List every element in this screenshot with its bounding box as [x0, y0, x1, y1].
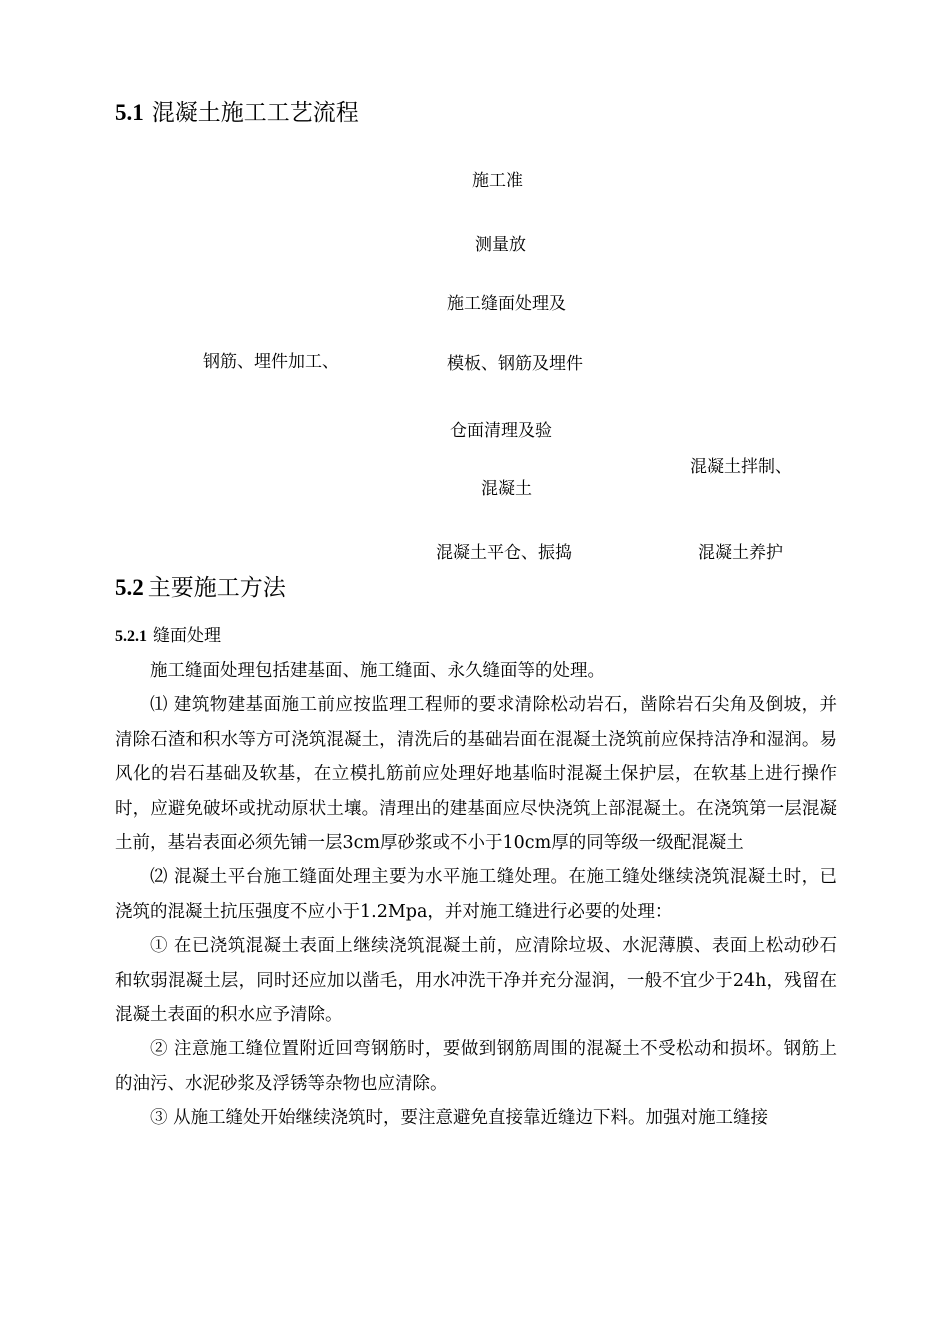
- paragraph: ② 注意施工缝位置附近回弯钢筋时，要做到钢筋周围的混凝土不受松动和损坏。钢筋上的油污、水泥砂浆及浮锈等杂物也应清除。: [115, 1039, 837, 1094]
- flow-step-joint-treatment: 施工缝面处理及: [447, 294, 566, 314]
- flow-step-preparation: 施工准: [472, 171, 523, 191]
- flow-side-mixing: 混凝土拌制、: [690, 457, 792, 477]
- flow-step-formwork: 模板、钢筋及埋件: [447, 354, 583, 374]
- paragraph: ⑴ 建筑物建基面施工前应按监理工程师的要求清除松动岩石，凿除岩石尖角及倒坡，并清除石渣和积水等方可浇筑混凝土，清洗后的基础岩面在混凝土浇筑前应保持洁净和湿润。易风化的岩石基础及软基，在立模扎筋前应处理好地基临时混凝土保护层，在软基上进行操作时，应避免破坏或扰动原状土壤。清理出的建基面应尽快浇筑上部混凝土。在浇筑第一层混凝土前，基岩表面必须先铺一层3cm厚砂浆或不小于10cm厚的同等级一级配混凝土: [115, 695, 837, 854]
- section-title: 缝面处理: [153, 626, 221, 646]
- flow-step-inspection: 仓面清理及验: [450, 421, 552, 441]
- flow-step-survey: 测量放: [475, 235, 526, 255]
- paragraph: ③ 从施工缝处开始继续浇筑时，要注意避免直接靠近缝边下料。加强对施工缝接: [150, 1108, 769, 1129]
- body-text: [115, 654, 837, 1135]
- paragraph: ⑵ 混凝土平台施工缝面处理主要为水平施工缝处理。在施工缝处继续浇筑混凝土时，已浇筑的混凝土抗压强度不应小于1.2Mpa，并对施工缝进行必要的处理：: [115, 867, 837, 922]
- section-number: 5.2.1: [115, 628, 147, 645]
- section-number: 5.1: [115, 100, 144, 125]
- section-title: 混凝土施工工艺流程: [151, 100, 359, 126]
- flow-step-vibration: 混凝土平仓、振捣: [436, 543, 572, 563]
- paragraph: 施工缝面处理包括建基面、施工缝面、永久缝面等的处理。: [150, 661, 605, 681]
- section-heading-5-2: [115, 573, 286, 603]
- section-heading-5-1: [115, 98, 359, 128]
- flow-step-curing: 混凝土养护: [698, 543, 783, 563]
- flow-side-rebar-processing: 钢筋、埋件加工、: [203, 352, 339, 372]
- flow-step-concrete: 混凝土: [481, 479, 532, 499]
- section-heading-5-2-1: [115, 625, 221, 648]
- section-title: 主要施工方法: [147, 575, 286, 601]
- paragraph: ① 在已浇筑混凝土表面上继续浇筑混凝土前，应清除垃圾、水泥薄膜、表面上松动砂石和软弱混凝土层，同时还应加以凿毛，用水冲洗干净并充分湿润，一般不宜少于24h，残留在混凝土表面的积水应予清除。: [115, 936, 837, 1026]
- section-number: 5.2: [115, 575, 144, 600]
